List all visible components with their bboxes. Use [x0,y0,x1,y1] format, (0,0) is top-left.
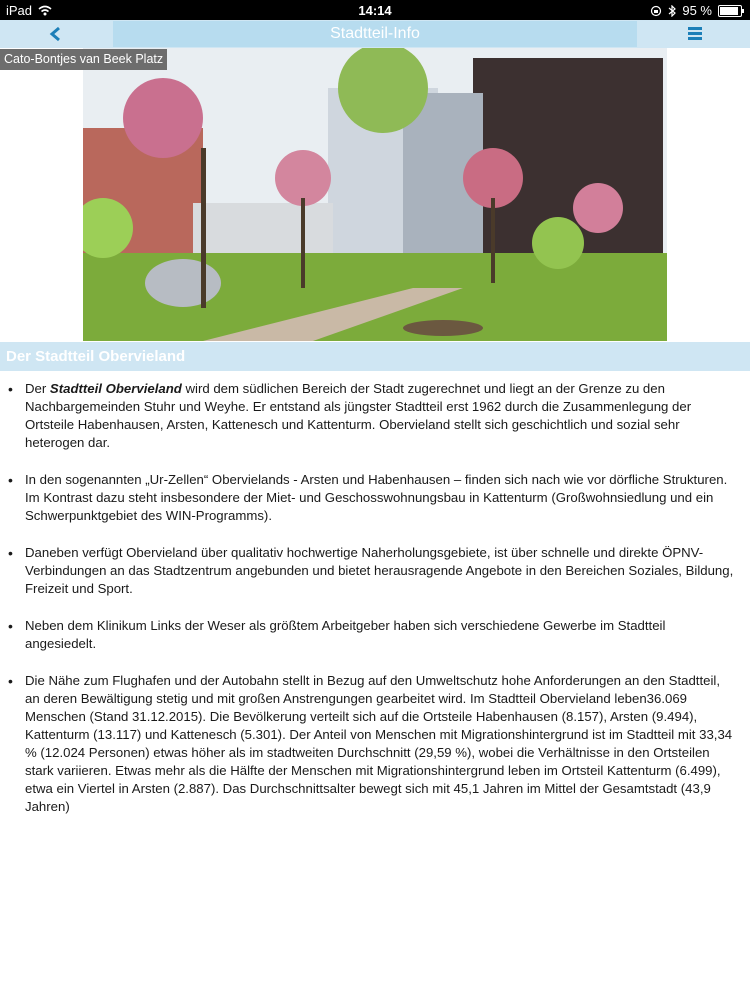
chevron-left-icon [48,26,62,42]
menu-icon-line [688,37,702,40]
list-item [0,544,750,598]
content-area [0,380,750,835]
section-header [0,342,750,371]
status-bar [0,0,750,20]
photo-caption: Cato-Bontjes van Beek Platz [0,49,167,70]
page-title: Stadtteil-Info [330,25,420,42]
menu-icon [688,27,702,30]
paragraph-emphasis: Stadtteil Obervieland [49,381,182,396]
rotation-lock-icon [650,5,662,17]
status-time: 14:14 [358,3,392,18]
list-item [0,617,750,653]
paragraph-text: Daneben verfügt Obervieland über qualitativ hochwertige Naherholungsgebiete, ist über schnelle und direkte ÖPNV-Verbindungen an das Stadtzentrum angebunden und bietet herausragende Angebote in den Bereichen Soziales, Bildung, Freizeit und Sport. [25,545,734,596]
district-photo [83,48,667,341]
menu-button[interactable] [688,27,702,41]
paragraph-text: wird dem südlichen Bereich der Stadt zugerechnet und liegt an der Grenze zu den Nachbargemeinden Stuhr und Weyhe. Er entstand als jüngster Stadtteil erst 1962 durch die Zusammenlegung der Ortsteile Habenhausen, Arsten, Kattenesch und Kattenturm. Obervieland stellt sich geschichtlich und sozial sehr heterogen dar. [25,381,692,450]
bluetooth-icon [668,5,676,17]
list-item [0,672,750,816]
paragraph-text: Die Nähe zum Flughafen und der Autobahn stellt in Bezug auf den Umweltschutz hohe Anforderungen an den Stadtteil, an deren Bewältigung stetig und mit großen Anstrengungen gearbeitet wird. Im Stadtteil Obervieland leben36.069 Menschen (Stand 31.12.2015). Die Bevölkerung verteilt sich auf die Ortsteile Habenhausen (8.157), Arsten (9.494), Kattenturm (13.117) und Kattenesch (5.301). Der Anteil von Menschen mit Migrationshintergrund ist im Stadtteil mit 33,34 % (12.024 Personen) etwas höher als im stadtweiten Durchschnitt (29,59 %), wobei die Verhältnisse in den Ortsteilen stark variieren. Etwas mehr als die Hälfte der Menschen mit Migrationshintergrund leben im Ortsteil Kattenturm (6.499), etwa ein Viertel in Arsten (2.887). Das Durchschnittsalter bewegt sich mit 45,1 Jahren im Mittel der Gesamtstadt (43,9 Jahren) [25,673,733,814]
device-label: iPad [6,3,33,18]
back-button[interactable] [48,20,62,48]
section-title: Der Stadtteil Obervieland [6,348,186,365]
list-item [0,380,750,452]
paragraph-text: In den sogenannten „Ur-Zellen“ Obervielands - Arsten und Habenhausen – finden sich nach wie vor dörfliche Strukturen. Im Kontrast dazu steht insbesondere der Miet- und Geschosswohnungsbau in Kattenturm (Großwohnsiedlung und ein Schwerpunktgebiet des WIN-Programms). [25,472,728,523]
battery-icon [718,5,742,17]
status-right [650,3,742,18]
paragraph-prefix: Der [25,381,50,396]
list-item [0,471,750,525]
navigation-bar [0,20,750,48]
paragraph-text: Neben dem Klinikum Links der Weser als größtem Arbeitgeber haben sich verschiedene Gewerbe im Stadtteil angesiedelt. [25,618,666,651]
battery-percentage: 95 % [682,3,712,18]
menu-icon-line [688,32,702,35]
district-photo-illustration [83,48,667,341]
info-list [0,380,750,816]
